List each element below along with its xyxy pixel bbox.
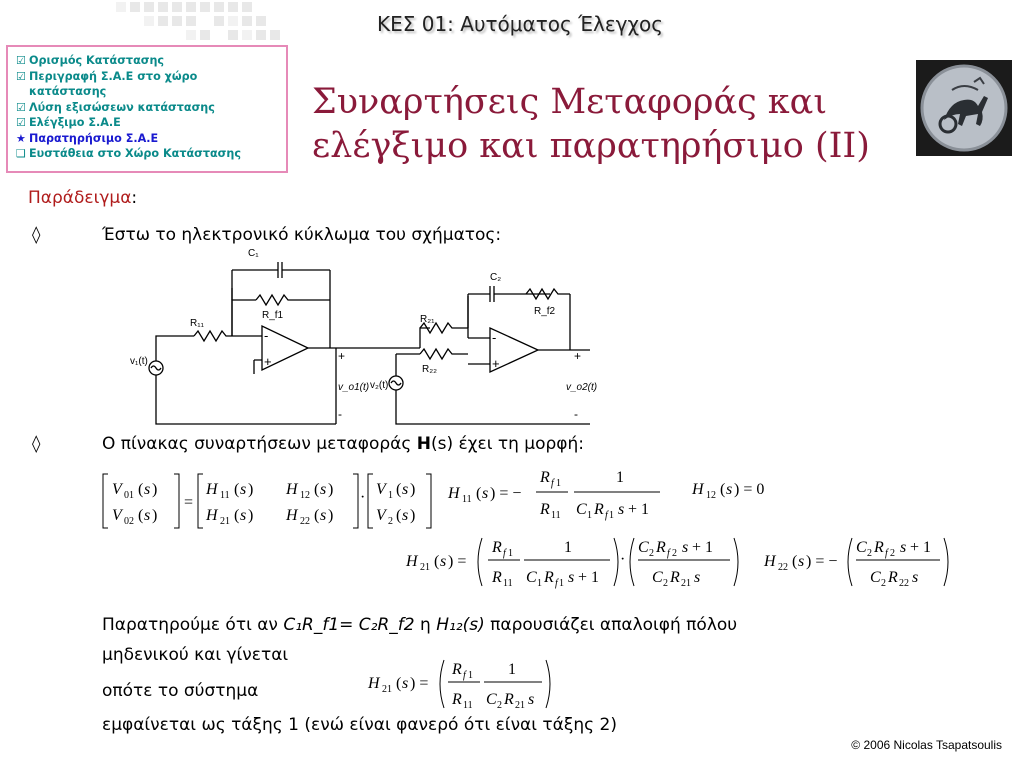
svg-text:(: (: [138, 507, 144, 524]
svg-text:1: 1: [537, 578, 542, 589]
svg-text:·: ·: [360, 489, 366, 506]
svg-text:+: +: [264, 354, 272, 369]
svg-text:1: 1: [564, 539, 572, 556]
svg-text:+: +: [492, 356, 500, 371]
svg-text:f: f: [555, 578, 558, 589]
svg-text:1: 1: [616, 469, 624, 486]
svg-text:(: (: [396, 481, 402, 498]
svg-text:) = 0: ) = 0: [734, 481, 765, 498]
svg-text:s: s: [694, 569, 701, 586]
svg-text:C: C: [652, 569, 663, 586]
observation-line3: οπότε το σύστημα: [102, 681, 259, 701]
svg-text:22: 22: [300, 516, 310, 527]
bullet-text-circuit: Έστω το ηλεκτρονικό κύκλωμα του σχήματος:: [102, 225, 502, 245]
svg-text:): ): [328, 507, 334, 524]
svg-text:H: H: [764, 553, 776, 570]
svg-text:1: 1: [556, 478, 561, 489]
svg-text:f: f: [551, 478, 554, 489]
observation-paragraph: Παρατηρούμε ότι αν C₁R_f1= C₂R_f2 η H₁₂(s) παρουσιάζει απαλοιφή πόλου: [102, 615, 738, 635]
svg-text:11: 11: [462, 494, 472, 505]
svg-text:-: -: [574, 407, 578, 421]
svg-text:2: 2: [881, 578, 886, 589]
bullet-diamond-icon: ◊: [32, 434, 41, 454]
svg-text:+ 1: + 1: [692, 539, 714, 556]
svg-text:s: s: [320, 507, 327, 524]
svg-text:s: s: [682, 539, 689, 556]
svg-text:-: -: [492, 330, 497, 345]
label-v2: v₂(t): [370, 380, 389, 391]
label-r11: R₁₁: [190, 318, 204, 329]
svg-text:s: s: [798, 553, 805, 570]
svg-text:+ 1: + 1: [910, 539, 932, 556]
svg-text:R: R: [504, 691, 514, 708]
svg-text:1: 1: [609, 510, 614, 521]
svg-text:C: C: [856, 539, 867, 556]
svg-text:R: R: [888, 569, 898, 586]
nav-item-state-space-description[interactable]: ☑ Περιγραφή Σ.Α.Ε στο χώρο κατάστασης: [16, 69, 198, 98]
svg-text:V: V: [376, 481, 386, 498]
label-c1: C₁: [248, 248, 259, 259]
svg-text:11: 11: [463, 700, 473, 711]
svg-text:22: 22: [778, 562, 788, 573]
svg-text:2: 2: [867, 548, 872, 559]
h11-equation: [447, 469, 660, 521]
svg-text:R: R: [670, 569, 680, 586]
svg-text:R: R: [540, 501, 550, 518]
label-rf1: R_f1: [262, 310, 284, 321]
svg-text:s: s: [482, 485, 489, 502]
svg-text:01: 01: [124, 490, 134, 501]
svg-text:H: H: [206, 507, 218, 524]
svg-text:s: s: [320, 481, 327, 498]
svg-text:R: R: [492, 569, 502, 586]
svg-text:22: 22: [899, 578, 909, 589]
label-c2: C₂: [490, 272, 502, 283]
svg-text:-: -: [264, 328, 269, 343]
matrix-equation: [103, 474, 431, 528]
svg-text:H: H: [448, 485, 460, 502]
svg-text:s: s: [440, 553, 447, 570]
svg-text:C: C: [870, 569, 881, 586]
svg-text:s: s: [900, 539, 907, 556]
svg-text:1: 1: [559, 578, 564, 589]
nav-item-stability[interactable]: ❑ Ευστάθεια στο Χώρο Κατάστασης: [16, 147, 241, 160]
svg-text:C: C: [526, 569, 537, 586]
checkbox-checked-icon: ☑: [16, 54, 26, 67]
svg-text:s: s: [144, 507, 151, 524]
svg-text:21: 21: [220, 516, 230, 527]
svg-text:H: H: [286, 507, 298, 524]
svg-text:): ): [152, 481, 158, 498]
svg-text:): ): [328, 481, 334, 498]
label-vo2: v_o2(t): [566, 382, 598, 393]
copyright: © 2006 Nicolas Tsapatsoulis: [851, 738, 1002, 752]
svg-text:=: =: [184, 494, 194, 511]
svg-text:V: V: [112, 481, 122, 498]
svg-text:R: R: [540, 469, 550, 486]
bullet-diamond-icon: ◊: [32, 225, 41, 245]
svg-text:(: (: [234, 507, 240, 524]
svg-text:1: 1: [587, 510, 592, 521]
svg-text:H: H: [286, 481, 298, 498]
svg-text:) = −: ) = −: [490, 485, 522, 502]
svg-text:R: R: [874, 539, 884, 556]
svg-text:12: 12: [706, 490, 716, 501]
example-heading: Παράδειγμα:: [28, 188, 138, 208]
transfer-function-equations: [100, 462, 980, 712]
svg-text:(: (: [792, 553, 798, 570]
svg-text:s: s: [528, 691, 535, 708]
svg-text:V: V: [376, 507, 386, 524]
h21-equation: [405, 538, 738, 589]
svg-text:R: R: [452, 691, 462, 708]
svg-text:2: 2: [649, 548, 654, 559]
checkbox-checked-icon: ☑: [16, 69, 26, 83]
svg-text:-: -: [338, 407, 342, 421]
svg-text:R: R: [656, 539, 666, 556]
svg-text:C: C: [638, 539, 649, 556]
svg-text:s: s: [568, 569, 575, 586]
svg-text:(: (: [434, 553, 440, 570]
svg-text:) =: ) =: [410, 675, 429, 692]
star-icon: ★: [16, 131, 26, 145]
decorative-squares: [0, 0, 290, 44]
svg-text:+ 1: + 1: [628, 501, 650, 518]
svg-text:H: H: [368, 675, 380, 692]
svg-text:H: H: [206, 481, 218, 498]
svg-text:f: f: [503, 548, 506, 559]
nav-item-controllability[interactable]: ☑ Ελέγξιμο Σ.Α.Ε: [16, 116, 121, 129]
label-r21: R₂₁: [420, 314, 435, 325]
svg-text:2: 2: [497, 700, 502, 711]
svg-text:2: 2: [672, 548, 677, 559]
topic-navigation: [6, 45, 288, 173]
checkbox-checked-icon: ☑: [16, 116, 26, 129]
svg-text:(: (: [314, 507, 320, 524]
label-vo1: v_o1(t): [338, 382, 370, 393]
course-title: ΚΕΣ 01: Αυτόματος Έλεγχος: [376, 12, 664, 36]
svg-text:(: (: [138, 481, 144, 498]
svg-text:f: f: [605, 510, 608, 521]
svg-text:): ): [410, 481, 416, 498]
label-v1: v₁(t): [130, 356, 148, 367]
observation-line2: μηδενικού και γίνεται: [102, 645, 289, 665]
ancient-coin-logo: [916, 60, 1012, 156]
svg-text:11: 11: [551, 510, 561, 521]
svg-text:R: R: [452, 661, 462, 678]
svg-text:) = −: ) = −: [806, 553, 838, 570]
svg-text:+: +: [574, 349, 582, 363]
label-r22: R₂₂: [422, 364, 437, 375]
svg-text:): ): [152, 507, 158, 524]
circuit-diagram: [130, 248, 610, 428]
svg-text:f: f: [885, 548, 888, 559]
svg-text:R: R: [544, 569, 554, 586]
svg-text:f: f: [667, 548, 670, 559]
svg-text:21: 21: [382, 684, 392, 695]
svg-text:s: s: [240, 481, 247, 498]
svg-text:+ 1: + 1: [578, 569, 600, 586]
svg-text:21: 21: [420, 562, 430, 573]
svg-text:12: 12: [300, 490, 310, 501]
svg-text:s: s: [144, 481, 151, 498]
svg-text:(: (: [314, 481, 320, 498]
svg-text:): ): [248, 481, 254, 498]
svg-text:R: R: [594, 501, 604, 518]
slide-title: Συναρτήσεις Μεταφοράς και ελέγξιμο και παρατηρήσιμο (ΙΙ): [312, 82, 870, 166]
svg-text:H: H: [692, 481, 704, 498]
svg-text:): ): [410, 507, 416, 524]
svg-text:·: ·: [620, 551, 626, 568]
svg-text:s: s: [402, 481, 409, 498]
svg-text:2: 2: [663, 578, 668, 589]
nav-item-observability[interactable]: ★ Παρατηρήσιμο Σ.Α.Ε: [16, 131, 159, 145]
svg-text:1: 1: [388, 490, 393, 501]
svg-text:(: (: [396, 507, 402, 524]
svg-text:+: +: [338, 349, 346, 363]
svg-text:1: 1: [508, 661, 516, 678]
svg-text:2: 2: [388, 516, 393, 527]
bullet-text-matrix: Ο πίνακας συναρτήσεων μεταφοράς H(s) έχει τη μορφή:: [102, 434, 584, 454]
svg-text:s: s: [912, 569, 919, 586]
h22-equation: [763, 538, 948, 589]
svg-text:(: (: [476, 485, 482, 502]
svg-text:2: 2: [890, 548, 895, 559]
svg-text:s: s: [402, 675, 409, 692]
svg-text:1: 1: [508, 548, 513, 559]
svg-text:R: R: [492, 539, 502, 556]
checkbox-empty-icon: ❑: [16, 147, 26, 160]
svg-text:s: s: [726, 481, 733, 498]
h12-equation: [691, 481, 764, 501]
svg-text:) =: ) =: [448, 553, 467, 570]
observation-line4: εμφαίνεται ως τάξης 1 (ενώ είναι φανερό ότι είναι τάξης 2): [102, 715, 617, 735]
svg-text:V: V: [112, 507, 122, 524]
svg-text:(: (: [234, 481, 240, 498]
svg-text:C: C: [486, 691, 497, 708]
svg-text:f: f: [463, 670, 466, 681]
svg-text:s: s: [240, 507, 247, 524]
svg-text:s: s: [618, 501, 625, 518]
svg-text:11: 11: [503, 578, 513, 589]
svg-text:): ): [248, 507, 254, 524]
nav-item-state-definition[interactable]: ☑ Ορισμός Κατάστασης: [16, 54, 165, 67]
svg-text:H: H: [406, 553, 418, 570]
svg-text:s: s: [402, 507, 409, 524]
svg-text:1: 1: [468, 670, 473, 681]
label-rf2: R_f2: [534, 306, 556, 317]
svg-text:11: 11: [220, 490, 230, 501]
svg-text:(: (: [720, 481, 726, 498]
svg-text:21: 21: [515, 700, 525, 711]
svg-text:21: 21: [681, 578, 691, 589]
svg-text:(: (: [396, 675, 402, 692]
svg-text:02: 02: [124, 516, 134, 527]
nav-item-state-equations[interactable]: ☑ Λύση εξισώσεων κατάστασης: [16, 100, 215, 114]
svg-text:C: C: [576, 501, 587, 518]
checkbox-checked-icon: ☑: [16, 100, 26, 114]
